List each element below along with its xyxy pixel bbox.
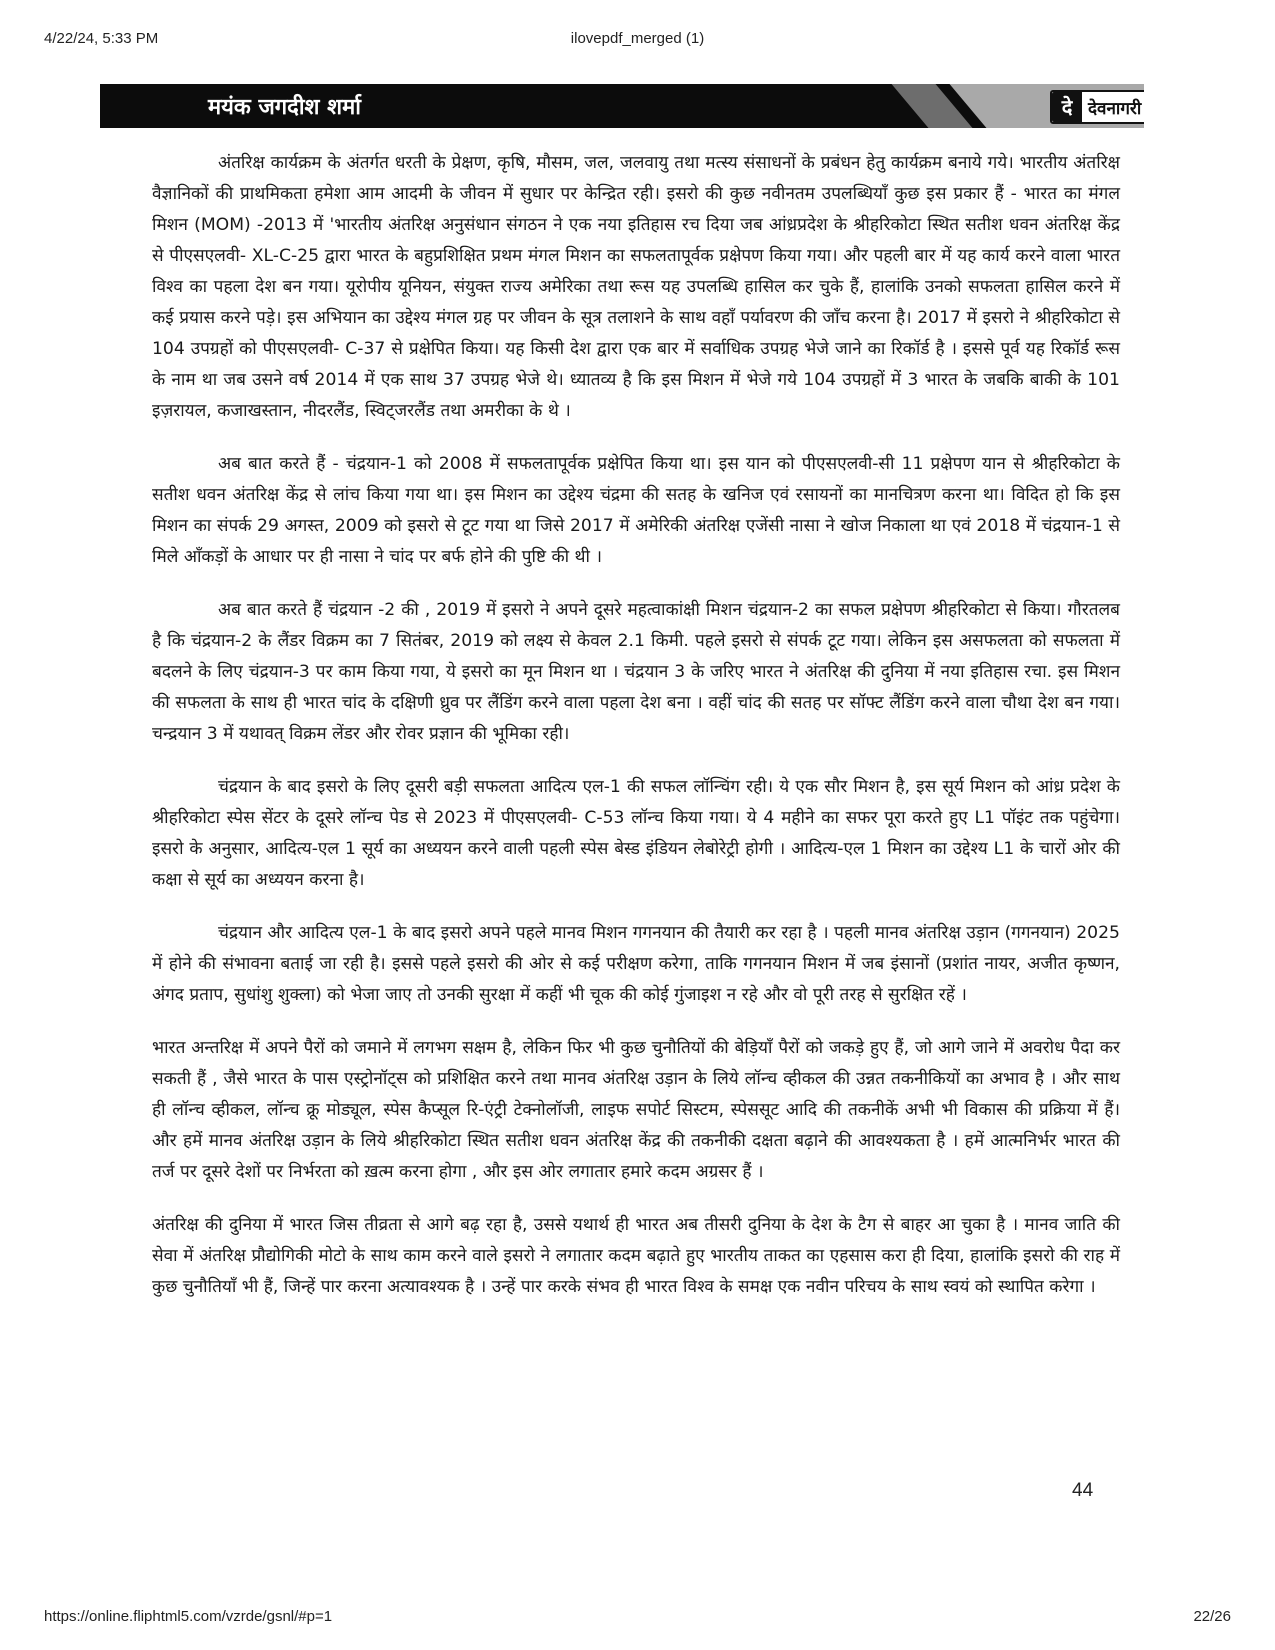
paragraph: अब बात करते हैं - चंद्रयान-1 को 2008 में सफलतापूर्वक प्रक्षेपित किया था। इस यान को पीएसएलवी-सी 11 प्रक्षेपण यान से श्रीहरिकोटा के सतीश धवन अंतरिक्ष केंद्र से लांच किया गया था। इस मिशन का उद्देश्य चंद्रमा की सतह के खनिज एवं रसायनों का मानचित्रण करना था। विदित हो कि इस मिशन का संपर्क 29 अगस्त, 2009 को इसरो से टूट गया था जिसे 2017 में अमेरिकी अंतरिक्ष एजेंसी नासा ने खोज निकाला था एवं 2018 में चंद्रयान-1 से मिले आँकड़ों के आधार पर ही नासा ने चांद पर बर्फ होने की पुष्टि की थी । — [152, 454, 1120, 567]
author-name: मयंक जगदीश शर्मा — [208, 95, 361, 120]
paragraph: चंद्रयान के बाद इसरो के लिए दूसरी बड़ी सफलता आदित्य एल-1 की सफल लॉन्चिंग रही। ये एक सौर मिशन है, इस सूर्य मिशन को आंध्र प्रदेश के श्रीहरिकोटा स्पेस सेंटर के दूसरे लॉन्च पेड से 2023 में पीएसएलवी- C-53 लॉन्च किया गया। ये 4 महीने का सफर पूरा करते हुए L1 पॉइंट तक पहुंचेगा। इसरो के अनुसार, आदित्य-एल 1 सूर्य का अध्ययन करने वाली पहली स्पेस बेस्ड इंडियन लेबोरेट्री होगी । आदित्य-एल 1 मिशन का उद्देश्य L1 के चारों ओर की कक्षा से सूर्य का अध्ययन करना है। — [152, 777, 1120, 890]
brand-name: देवनागरी — [1088, 98, 1142, 119]
paragraph: भारत अन्तरिक्ष में अपने पैरों को जमाने में लगभग सक्षम है, लेकिन फिर भी कुछ चुनौतियों की बेड़ियाँ पैरों को जकड़े हुए हैं, जो आगे जाने में अवरोध पैदा कर सकती हैं , जैसे भारत के पास एस्ट्रोनॉट्स को प्रशिक्षित करने तथा मानव अंतरिक्ष उड़ान के लिये लॉन्च व्हीकल की उन्नत तकनीकियों का अभाव है । और साथ ही लॉन्च व्हीकल, लॉन्च क्रू मोड्यूल, स्पेस कैप्सूल रि-एंट्री टेक्नोलॉजी, लाइफ सपोर्ट सिस्टम, स्पेससूट आदि की तकनीकें अभी भी विकास की प्रक्रिया में हैं। और हमें मानव अंतरिक्ष उड़ान के लिये श्रीहरिकोटा स्थित सतीश धवन अंतरिक्ष केंद्र की तकनीकी दक्षता बढ़ाने की आवश्यकता है । हमें आत्मनिर्भर भारत की तर्ज पर दूसरे देशों पर निर्भरता को ख़त्म करना होगा , और इस ओर लगातार हमारे कदम अग्रसर हैं । — [152, 1038, 1120, 1182]
print-timestamp: 4/22/24, 5:33 PM — [44, 30, 159, 47]
paragraph: अंतरिक्ष की दुनिया में भारत जिस तीव्रता से आगे बढ़ रहा है, उससे यथार्थ ही भारत अब तीसरी दुनिया के देश के टैग से बाहर आ चुका है । मानव जाति की सेवा में अंतरिक्ष प्रौद्योगिकी मोटो के साथ काम करने वाले इसरो ने लगातार कदम बढ़ाते हुए भारतीय ताकत का एहसास करा ही दिया, हालांकि इसरो की राह में कुछ चुनौतियाँ भी हैं, जिन्हें पार करना अत्यावश्यक है । उन्हें पार करके संभव ही भारत विश्व के समक्ष एक नवीन परिचय के साथ स्वयं को स्थापित करेगा । — [152, 1215, 1120, 1297]
page-number: 44 — [1072, 1480, 1094, 1501]
paragraph: चंद्रयान और आदित्य एल-1 के बाद इसरो अपने पहले मानव मिशन गगनयान की तैयारी कर रहा है । पहली मानव अंतरिक्ष उड़ान (गगनयान) 2025 में होने की संभावना बताई जा रही है। इससे पहले इसरो की ओर से कई परीक्षण करेगा, ताकि गगनयान मिशन में जब इंसानों (प्रशांत नायर, अजीत कृष्णन, अंगद प्रताप, सुधांशु शुक्ला) को भेजा जाए तो उनकी सुरक्षा में कहीं भी चूक की कोई गुंजाइश न रहे और वो पूरी तरह से सुरक्षित रहें । — [152, 923, 1120, 1005]
paragraph: अब बात करते हैं चंद्रयान -2 की , 2019 में इसरो ने अपने दूसरे महत्वाकांक्षी मिशन चंद्रयान-2 का सफल प्रक्षेपण श्रीहरिकोटा से किया। गौरतलब है कि चंद्रयान-2 के लैंडर विक्रम का 7 सितंबर, 2019 को लक्ष्य से केवल 2.1 किमी. पहले इसरो से संपर्क टूट गया। लेकिन इस असफलता को सफलता में बदलने के लिए चंद्रयान-3 पर काम किया गया, ये इसरो का मून मिशन था । चंद्रयान 3 के जरिए भारत ने अंतरिक्ष की दुनिया में नया इतिहास रचा. इस मिशन की सफलता के साथ ही भारत चांद के दक्षिणी ध्रुव पर लैंडिंग करने वाला पहला देश बना । वहीं चांद की सतह पर सॉफ्ट लैंडिंग करने वाला चौथा देश बन गया। चन्द्रयान 3 में यथावत् विक्रम लेंडर और रोवर प्रज्ञान की भूमिका रही। — [152, 600, 1120, 744]
article-banner — [100, 84, 1144, 128]
print-footer — [44, 1608, 1231, 1632]
paragraph: अंतरिक्ष कार्यक्रम के अंतर्गत धरती के प्रेक्षण, कृषि, मौसम, जल, जलवायु तथा मत्स्य संसाधनों के प्रबंधन हेतु कार्यक्रम बनाये गये। भारतीय अंतरिक्ष वैज्ञानिकों की प्राथमिकता हमेशा आम आदमी के जीवन में सुधार पर केन्द्रित रही। इसरो की कुछ नवीनतम उपलब्धियाँ कुछ इस प्रकार हैं - भारत का मंगल मिशन (MOM) -2013 में 'भारतीय अंतरिक्ष अनुसंधान संगठन ने एक नया इतिहास रच दिया जब आंध्रप्रदेश के श्रीहरिकोटा स्थित सतीश धवन अंतरिक्ष केंद्र से पीएसएलवी- XL-C-25 द्वारा भारत के बहुप्रशिक्षित प्रथम मंगल मिशन का सफलतापूर्वक प्रक्षेपण किया गया। और पहली बार में यह कार्य करने वाला भारत विश्व का पहला देश बन गया। यूरोपीय यूनियन, संयुक्त राज्य अमेरिका तथा रूस यह उपलब्धि हासिल कर चुके हैं, हालांकि उनको सफलता हासिल करने में कई प्रयास करने पड़े। इस अभियान का उद्देश्य मंगल ग्रह पर जीवन के सूत्र तलाशने के साथ वहाँ पर्यावरण की जाँच करना है। 2017 में इसरो ने श्रीहरिकोटा से 104 उपग्रहों को पीएसएलवी- C-37 से प्रक्षेपित किया। यह किसी देश द्वारा एक बार में सर्वाधिक उपग्रह भेजे जाने का रिकॉर्ड है । इससे पूर्व यह रिकॉर्ड रूस के नाम था जब उसने वर्ष 2014 में एक साथ 37 उपग्रह भेजे थे। ध्यातव्य है कि इस मिशन में भेजे गये 104 उपग्रहों में 3 भारत के जबकि बाकी के 101 इज़रायल, कजाखस्तान, नीदरलैंड, स्विट्जरलैंड तथा अमरीका के थे । — [152, 153, 1120, 421]
print-document-title: ilovepdf_merged (1) — [570, 30, 705, 47]
brand-badge — [1050, 90, 1144, 124]
source-url: https://online.fliphtml5.com/vzrde/gsnl/#p=1 — [44, 1608, 333, 1625]
brand-logo-icon: दे — [1052, 92, 1082, 122]
article-body — [152, 148, 1120, 1325]
print-header — [44, 30, 1231, 54]
print-page-count: 22/26 — [1193, 1608, 1231, 1625]
